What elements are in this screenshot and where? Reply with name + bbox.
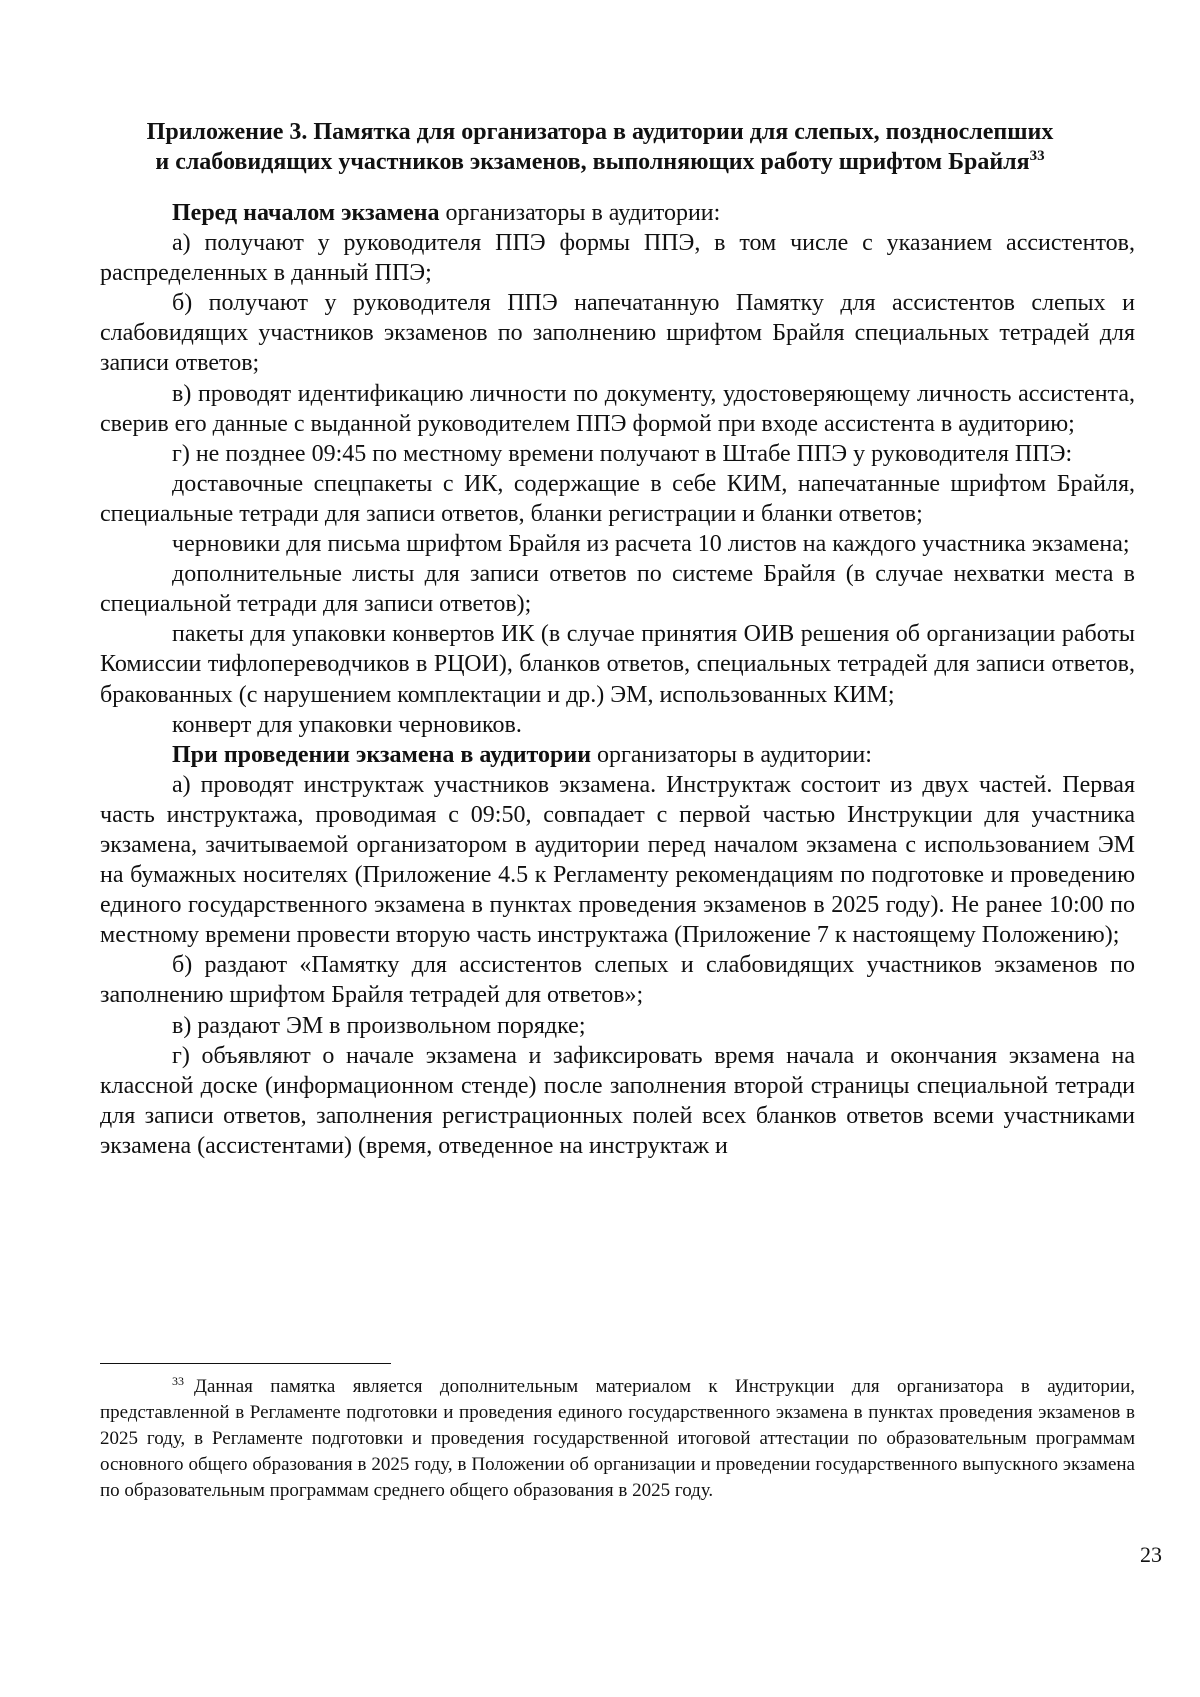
- list-item: а) проводят инструктаж участников экзамена. Инструктаж состоит из двух частей. Первая часть инструктажа, проводимая с 09:50, совпадает с первой частью Инструкции для участника экзамена, зачитываемой организатором в аудитории перед началом экзамена с использованием ЭМ на бумажных носителях (Приложение 4.5 к Регламенту рекомендациям по подготовке и проведению единого государственного экзамена в пунктах проведения экзаменов в 2025 году). Не ранее 10:00 по местному времени провести вторую часть инструктажа (Приложение 7 к настоящему Положению);: [100, 771, 1135, 949]
- list-item: а) получают у руководителя ППЭ формы ППЭ, в том числе с указанием ассистентов, распределенных в данный ППЭ;: [100, 230, 1135, 287]
- heading-text: организаторы в аудитории:: [439, 200, 721, 226]
- list-item: б) получают у руководителя ППЭ напечатанную Памятку для ассистентов слепых и слабовидящих участников экзаменов по заполнению шрифтом Брайля специальных тетрадей для записи ответов;: [100, 290, 1135, 377]
- list-item: дополнительные листы для записи ответов по системе Брайля (в случае нехватки места в специальной тетради для записи ответов);: [100, 561, 1135, 618]
- title-line-1: Приложение 3. Памятка для организатора в аудитории для слепых, позднослепших: [146, 119, 1054, 145]
- page-number: 23: [1140, 1542, 1162, 1567]
- page-title: [80, 117, 1120, 177]
- section-heading-before-exam: [100, 198, 1135, 228]
- footnote-reference: 33: [1029, 148, 1045, 164]
- list-item: пакеты для упаковки конвертов ИК (в случае принятия ОИВ решения об организации работы Комиссии тифлопереводчиков в РЦОИ), бланков ответов, специальных тетрадей для записи ответов, бракованных (с нарушением комплектации и др.) ЭМ, использованных КИМ;: [100, 621, 1135, 708]
- list-item: в) проводят идентификацию личности по документу, удостоверяющему личность ассистента, сверив его данные с выданной руководителем ППЭ формой при входе ассистента в аудиторию;: [100, 380, 1135, 437]
- list-item: б) раздают «Памятку для ассистентов слепых и слабовидящих участников экзаменов по заполнению шрифтом Брайля тетрадей для ответов»;: [100, 952, 1135, 1009]
- heading-text: организаторы в аудитории:: [591, 741, 872, 768]
- list-item: г) объявляют о начале экзамена и зафиксировать время начала и окончания экзамена на классной доске (информационном стенде) после заполнения второй страницы специальной тетради для записи ответов, заполнения регистрационных полей всех бланков ответов всеми участниками экзамена (ассистентами) (время, отведенное на инструктаж и: [100, 1042, 1135, 1159]
- title-line-2: и слабовидящих участников экзаменов, выполняющих работу шрифтом Брайля: [155, 149, 1030, 175]
- heading-bold: Перед началом экзамена: [172, 200, 440, 226]
- list-item: доставочные спецпакеты с ИК, содержащие в себе КИМ, напечатанные шрифтом Брайля, специальные тетради для записи ответов, бланки регистрации и бланки ответов;: [100, 470, 1135, 527]
- footnote-separator: [100, 1363, 391, 1364]
- document-body: [100, 198, 1135, 1161]
- list-item: г) не позднее 09:45 по местному времени получают в Штабе ППЭ у руководителя ППЭ:: [172, 440, 1073, 467]
- list-item: черновики для письма шрифтом Брайля из расчета 10 листов на каждого участника экзамена;: [172, 531, 1130, 558]
- list-item: конверт для упаковки черновиков.: [172, 711, 522, 738]
- footnote-number: 33: [172, 1373, 184, 1388]
- heading-bold: При проведении экзамена в аудитории: [172, 741, 592, 768]
- list-item: в) раздают ЭМ в произвольном порядке;: [172, 1012, 586, 1039]
- section-heading-during-exam: [100, 740, 1135, 770]
- footnote-text: Данная памятка является дополнительным материалом к Инструкции для организатора в аудитории, представленной в Регламенте подготовки и проведения единого государственного экзамена в пунктах проведения экзаменов в 2025 году, в Регламенте подготовки и проведения государственной итоговой аттестации по образовательным программам основного общего образования в 2025 году, в Положении об организации и проведении государственного выпускного экзамена по образовательным программам среднего общего образования в 2025 году.: [100, 1376, 1135, 1501]
- footnote: [100, 1374, 1135, 1504]
